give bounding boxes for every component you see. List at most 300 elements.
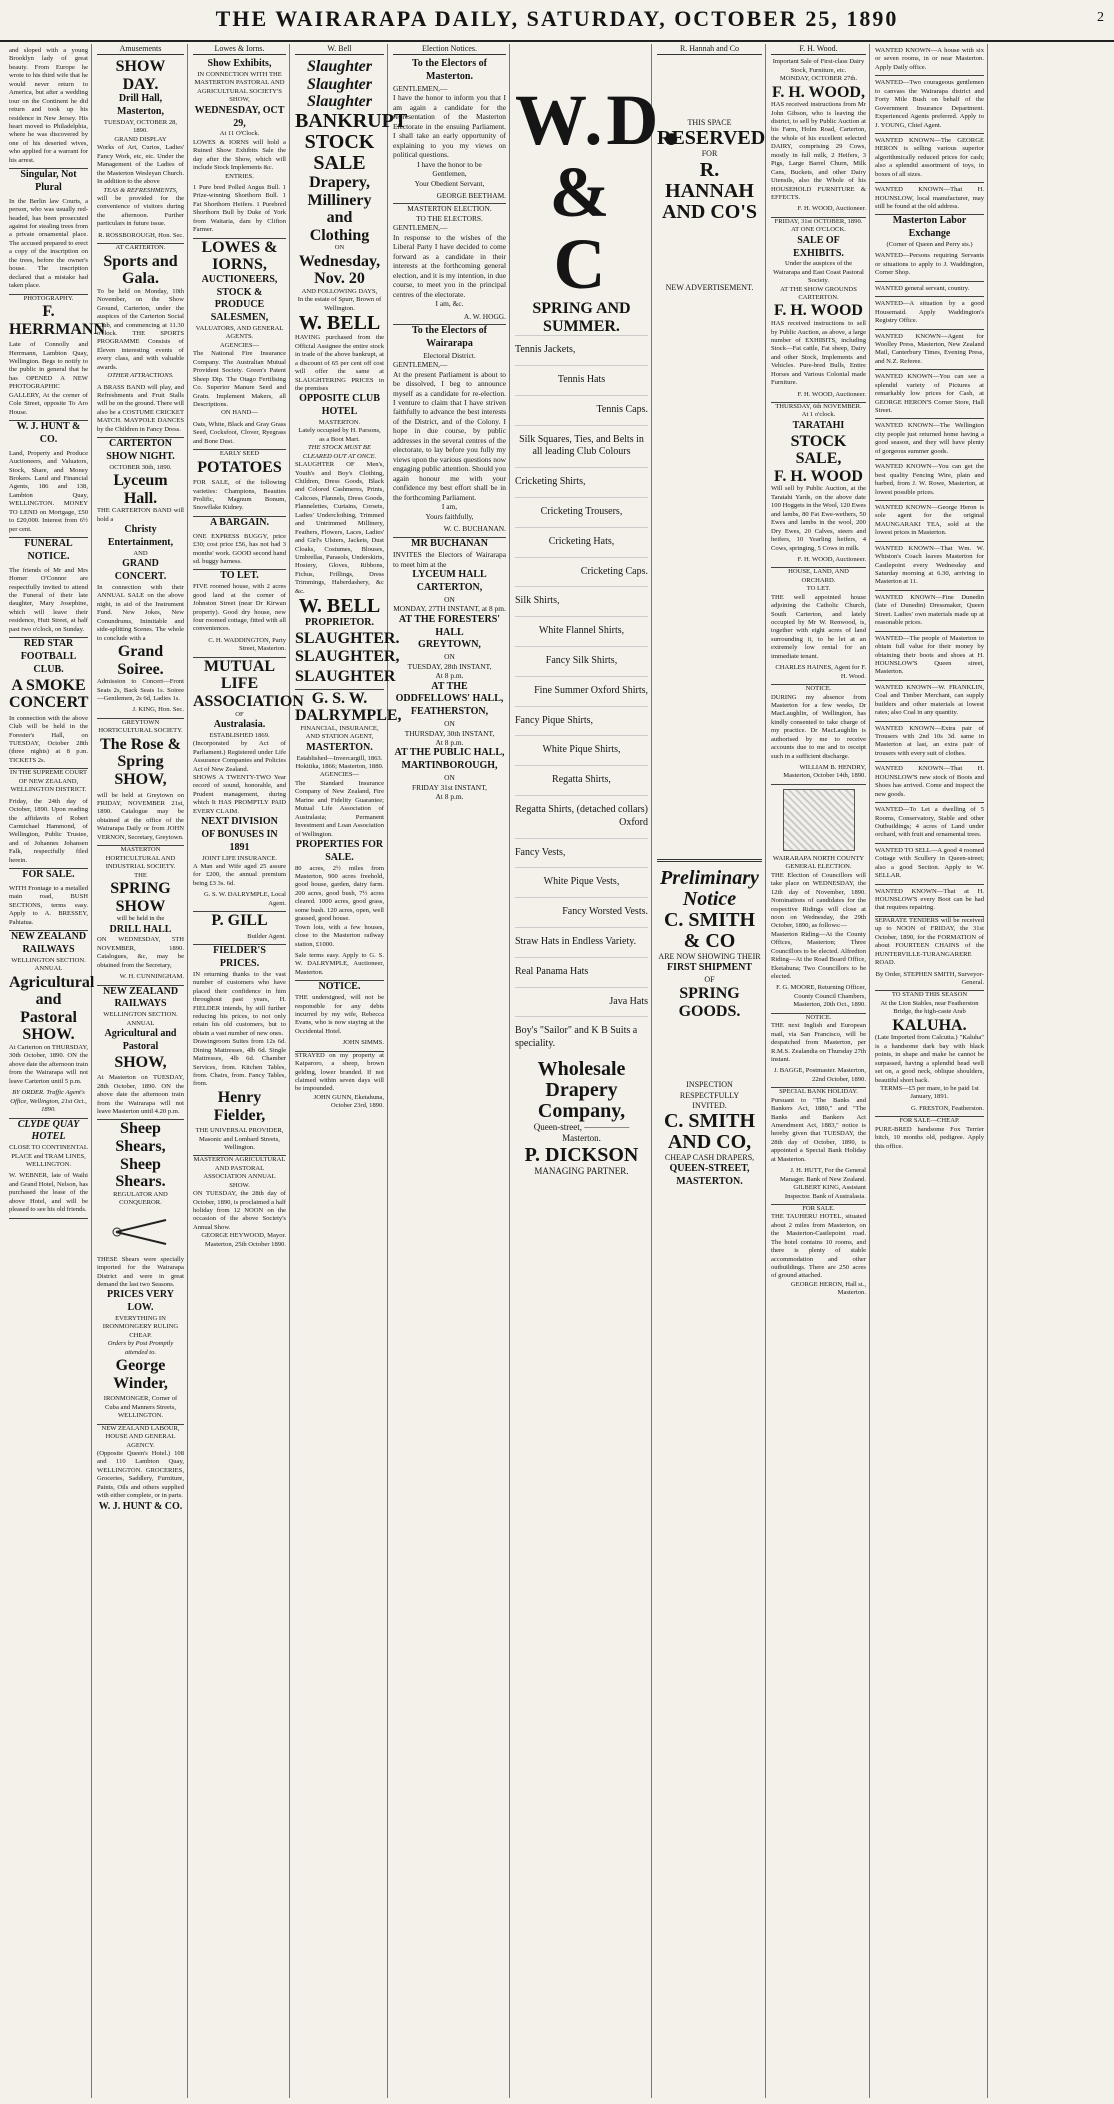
story-elopement: and sloped with a young Brooklyn lady of great beauty. From Europe he wrote to his third wife that he would never return to America, but after a wedding tour on the Continent he did return and took up his residence in New Jersey. His heart moved to Philadelphia, where he was discovered by one of his deserted wives, who applied for a warrant for his arrest.: [9, 44, 88, 169]
ad-subtitle: TEAS & REFRESHMENTS,: [103, 186, 178, 194]
ad-line: Real Panama Hats: [515, 957, 648, 987]
ad-title: Preliminary Notice: [660, 866, 759, 910]
ad-title: George Winder,: [113, 1357, 168, 1392]
ad-line: Cricketing Trousers,: [515, 497, 648, 527]
ad-subtitle: THURSDAY, 30th INSTANT,: [404, 728, 495, 738]
ad-line: Fancy Vests,: [515, 838, 648, 868]
ad-signature: G. FRESTON, Featherston.: [875, 1102, 984, 1117]
ad-body: A BRASS BAND will play, and Refreshments and Fruit Stalls will be on the ground. There will also be a COSTUME CRICKET MATCH. MAYPOLE DANCES by the Children in Fancy Dress.: [97, 381, 184, 439]
ad-subtitle: NOTICE.: [805, 1013, 832, 1021]
ad-title: F. H. WOOD,: [772, 83, 865, 101]
ad-body: In response to the wishes of the Liberal Party I have decided to come forward as a candidate in their interests at the forthcoming general election, and it is my intention, in due course, to meet you in the principal centres of the electorate.: [393, 232, 506, 299]
ad-body: Oats, White, Black and Gray Grass Seed, Cocksfoot, Clover, Ryegrass and Bone Dust.: [193, 418, 286, 450]
ad-subtitle: (Corner of Queen and Perry sts.): [886, 241, 973, 249]
classified-ad: WANTED KNOWN—That H. HOUNSLOW'S new stock of Boots and Shoes has arrived. Come and inspect the new goods.: [875, 762, 984, 803]
ad-title: CARTERTON,: [416, 582, 483, 594]
ad-title: R. HANNAH AND CO'S: [661, 158, 757, 223]
ad-subtitle: OTHER ATTRACTIONS.: [107, 372, 174, 380]
ad-title: KALUHA.: [892, 1016, 967, 1034]
ad-subtitle: ESTABLISHED 1869.: [209, 731, 270, 739]
ad-body: To be held on Monday, 10th November, on the Show Ground, Carterton, under the auspices of the Carterton Social Club, and commencing at 11.30 o'clock. THE SPORTS PROGRAMME Consists of Eleven interesting events of every class, and with valuable awards.: [97, 287, 184, 371]
ad-title: To the Electors of Wairarapa: [412, 325, 487, 349]
ad-subtitle: TERMS—£5 per mare, to be paid 1st January, 1891.: [880, 1084, 979, 1101]
ad-body: The National Fire Insurance Company. The Australian Mutual Provident Society. Green's Patent Sheep Dip. The Otago Fertilising Co. Superior Manure Seed and Grain. Implement Makers, all Descriptions.: [193, 350, 286, 408]
ad-subtitle: HOUSE, LAND, AND ORCHARD.: [788, 568, 849, 584]
ad-body: 1 Pure bred Polled Angus Bull. 1 Prize-winning Shorthorn Bull. 1 Fat Shorthorn Heifers. 1 Purebred Shorthorn Bull by Duke of York from Waitaria, dam by Clifton Farmer.: [193, 181, 286, 239]
ad-subtitle: ON: [444, 773, 455, 783]
ad-title: A SMOKE CONCERT: [9, 676, 89, 712]
ad-subtitle: AND: [133, 549, 148, 557]
ad-title: Sheep Shears, Sheep Shears.: [115, 1120, 166, 1191]
ad-signature: F. H. WOOD, Auctioneer.: [771, 553, 866, 568]
ad-title: Drapery, Millinery and Clothing: [307, 174, 372, 244]
ad-title: SHOW,: [114, 770, 167, 788]
ad-subtitle: FINANCIAL, INSURANCE, AND STATION AGENT,: [300, 724, 379, 741]
ad-title: DRILL HALL: [109, 923, 172, 935]
ad-title: Henry Fielder,: [213, 1088, 266, 1124]
ad-subtitle: WELLINGTON SECTION.: [103, 1011, 178, 1019]
ad-title: Wednesday, Nov. 20: [298, 252, 381, 288]
ad-title: BANKRUPT STOCK SALE: [295, 110, 408, 175]
ad-body: IN returning thanks to the vast number of customers who have placed their confidence in him throughout past years, H. FIELDER intends, by still further reducing his prices, to not only retain his old customers, but to obtain a vast number of new ones.: [193, 970, 286, 1037]
ad-title: W. BELL: [298, 595, 381, 618]
ad-subtitle: THE UNIVERSAL PROVIDER, Masonic and Lombard Streets, Wellington.: [193, 1124, 286, 1156]
ad-subtitle: EARLY SEED: [219, 450, 260, 458]
ad-body: FIVE roomed house, with 2 acres good land at the corner of Johnston Street (near Dr Kirwan property). Good dry house, new four roomed cottage, fitted with all conveniences.: [193, 583, 286, 633]
ad-subtitle: NEW ADVERTISEMENT.: [665, 282, 754, 292]
column-6: [512, 44, 685, 2098]
ad-title: NEW ZEALAND RAILWAYS: [10, 931, 87, 955]
ad-subtitle: ON: [444, 652, 455, 662]
ad-line: Java Hats: [515, 987, 648, 1017]
ad-subtitle: ANNUAL: [126, 1019, 155, 1027]
ad-subtitle: AT CARTERTON.: [115, 244, 166, 252]
ad-body: In the estate of Spurr, Brown of Wellington.: [297, 296, 382, 312]
ad-title: SPRING GOODS.: [678, 985, 741, 1020]
ad-body: Land, Property and Produce Auctioneers, and Valuators, Stock, Share, and Money Brokers. Land and Financial Agents, 186 and 138, Lambton Quay, WELLINGTON. MONEY TO LEND on Mortgage, £50 to £20,000. Interest from 6½ per cent.: [9, 447, 88, 538]
ad-title: F. H. WOOD: [774, 467, 863, 485]
ad-subtitle: TO THE ELECTORS.: [416, 213, 483, 223]
classified-ad: WANTED KNOWN—A house with six or seven rooms, in or near Masterton. Apply Daily office.: [875, 44, 984, 76]
ad-title: LOWES & IORNS,: [201, 238, 278, 274]
ad-body: Sale terms easy. Apply to G. S. W. DALRYMPLE, Auctioneer, Masterton.: [295, 949, 384, 981]
ad-subtitle: OF: [704, 974, 715, 984]
ad-body: At the present Parliament is about to be dissolved, I beg to announce myself as a candidate for re-election. I venture to claim that I have striven faithfully to advance the best interests of the District, and of the Colony. I hope in due course, by public addresses in the several centres of the electorate, to lay before you fully my views upon the various questions now engaging public attention. Should you again honour me with your confidence my best effort shall be in the forthcoming Parliament.: [393, 369, 506, 502]
ad-body: Lately occupied by H. Parsons, as a Boot Mart.: [298, 427, 381, 443]
ad-title: Lyceum Hall.: [113, 472, 168, 507]
ad-title: FUNERAL NOTICE.: [24, 538, 73, 562]
ad-body: In connection with their ANNUAL SALE on the above night, in aid of the Instrument Fund. New Jokes, New Conundrums, Inimitable and side-splitting Scenes. The whole to conclude with a: [97, 583, 184, 642]
ad-title: STOCK SALE,: [790, 432, 847, 468]
ad-subtitle: WAIRARAPA NORTH COUNTY GENERAL ELECTION.: [772, 854, 865, 871]
wdc-logo: W.D. & C: [515, 80, 685, 304]
ad-body: I am,: [441, 502, 458, 512]
ad-subtitle: FOR: [701, 149, 718, 159]
ad-title: SHOW,: [114, 1053, 167, 1071]
ad-title: SLAUGHTER: [295, 665, 384, 690]
ad-title: Slaughter: [307, 58, 372, 76]
ad-body: At the Lion Stables, near Featherston Bridge, the high-caste Arab: [880, 999, 979, 1016]
ad-signature: A. W. HOGG.: [393, 309, 506, 325]
story-title: Singular, Not Plural: [20, 169, 77, 193]
ad-subtitle: MONDAY, OCTOBER 27th.: [779, 75, 858, 83]
ad-body: THESE Shears were specially imported for the Wairarapa District and were in great demand the last two Seasons.: [97, 1255, 184, 1288]
ad-subtitle: THIS SPACE: [687, 118, 732, 128]
ad-title: Masterton Labor Exchange: [892, 215, 967, 240]
coat-of-arms-illustration: [783, 789, 855, 851]
ad-line: Silk Squares, Ties, and Belts in all leading Club Colours: [515, 425, 648, 468]
ad-title: RED STAR FOOTBALL CLUB.: [20, 638, 77, 675]
ad-subtitle: MASTERTON AGRICULTURAL AND PASTORAL ASSOCIATION ANNUAL SHOW.: [193, 1156, 286, 1189]
ad-title: ASSOCIATION: [193, 692, 304, 710]
ad-body: Town lots, with a few houses, close to the Masterton railway station, £1000.: [295, 923, 384, 948]
ad-subtitle: AT ONE O'CLOCK.: [791, 226, 846, 234]
ad-title: P. GILL: [211, 912, 268, 930]
ad-title: FEATHERSTON,: [410, 706, 489, 718]
ad-signature: By Order, STEPHEN SMITH, Surveyor-General.: [875, 968, 984, 992]
ad-subtitle: GRAND DISPLAY: [114, 135, 167, 143]
ad-signature: J. BAGGE, Postmaster. Masterton, 22nd October, 1890.: [771, 1064, 866, 1088]
ad-signature: F. H. WOOD, Auctioneer.: [771, 202, 866, 217]
ad-title: MARTINBOROUGH,: [401, 760, 498, 772]
ad-subtitle: INVITED.: [692, 1100, 727, 1110]
ad-line: Tennis Jackets,: [515, 335, 648, 365]
ad-title: Grand Soiree.: [117, 642, 164, 678]
ad-subtitle: VALUATORS, AND GENERAL AGENTS.: [195, 325, 284, 341]
ad-title: GRAND CONCERT.: [114, 558, 167, 583]
ad-title: C. SMITH: [663, 1110, 756, 1133]
ad-signature: WILLIAM B. HENDRY, Masterton, October 14th, 1890.: [771, 761, 866, 785]
classified-ad: WANTED TO SELL—A good 4 roomed Cottage with Scullery in Queen-street; also a good Section. Apply to W. SELLAR.: [875, 844, 984, 885]
ad-subtitle: AGENCIES—: [219, 341, 260, 349]
ad-subtitle: WELLINGTON SECTION.: [11, 956, 86, 964]
ad-subtitle: MASTERTON HORTICULTURAL AND INDUSTRIAL SOCIETY.: [105, 846, 176, 871]
ad-head: PHOTOGRAPHY.: [23, 294, 74, 302]
ad-subtitle: ON HAND—: [221, 409, 258, 417]
ad-body: (Opposite Queen's Hotel.) 108 and 110 Lambton Quay, WELLINGTON. GROCERIES, Groceries, Saddlery, Furniture, Paints, Oils and others supplied with either complete, or in parts.: [97, 1450, 184, 1500]
ad-signature: BY ORDER. Traffic Agent's Office, Wellington, 21st Oct., 1890.: [9, 1086, 88, 1118]
ad-subtitle: IN CONNECTION WITH THE MASTERTON PASTORAL AND AGRICULTURAL SOCIETY'S SHOW,: [194, 71, 285, 104]
column-7: [654, 44, 766, 2098]
ad-body: THE undersigned, will not be responsible for any debts incurred by my wife, Rebecca Evans, who is now staying at the Occidental Hotel.: [295, 994, 384, 1035]
ad-subtitle: FRIDAY, 31st OCTOBER, 1890.: [774, 217, 863, 225]
ad-body: In connection with the above Club will be held in the Forester's Hall, on TUESDAY, October 28th (three nights) at 8 p.m. TICKETS 2s.: [9, 712, 88, 770]
ad-salutation: GENTLEMEN,—: [393, 83, 448, 93]
ad-body: ONE EXPRESS BUGGY, price £30; cost price £56, has not had 3 months' work. GOOD second hand sd. buggy harness.: [193, 530, 286, 571]
ad-body: Your Obedient Servant,: [414, 178, 485, 188]
ad-body: Late of Connolly and Herrmann, Lambton Quay, Wellington. Begs to notify to the public in general that he has OPENED A NEW PHOTOGRAPHIC GALLERY, At the corner of Cole Street, opposite To Aro House.: [9, 338, 88, 421]
ad-subtitle: TO LET.: [806, 585, 831, 593]
ad-title: PROPRIETOR.: [305, 617, 374, 629]
ad-subtitle: MANAGING PARTNER.: [534, 1165, 629, 1176]
ad-title: AND CO,: [667, 1131, 752, 1154]
ad-line: Regatta Shirts,: [515, 765, 648, 795]
ad-signature: GEORGE BEETHAM.: [393, 188, 506, 204]
ad-signature: C. H. WADDINGTON, Party Street, Masterton.: [193, 634, 286, 658]
ad-subtitle: THURSDAY, 6th NOVEMBER.: [775, 403, 862, 411]
ad-title: Drill Hall, Masterton,: [117, 93, 164, 118]
ad-line: Boy's "Sailor" and K B Suits a speciality.: [515, 1016, 648, 1059]
ad-subtitle: REGULATOR AND CONQUEROR.: [113, 1190, 168, 1207]
ad-body: At Masterton on TUESDAY, 28th October, 1890. ON the above date the afternoon train from the Wairarapa will not leave Masterton until 4.20 p.m.: [97, 1071, 184, 1120]
ad-line: Tennis Caps.: [515, 395, 648, 425]
ad-subtitle: OF: [235, 710, 244, 718]
ad-subtitle: AT THE SHOW GROUNDS CARTERTON.: [780, 285, 857, 302]
ad-signature: W. H. CUNNINGHAM.: [97, 970, 184, 985]
ad-line: Tennis Hats: [515, 365, 648, 395]
ad-subtitle: SPECIAL BANK HOLIDAY.: [779, 1088, 858, 1096]
classified-ad: WANTED KNOWN—W. FRANKLIN, Coal and Timber Merchant, can supply builders and other materials at lowest rates; also Coal in any quantity.: [875, 681, 984, 722]
ad-body: THE next Inglish and European mail, via San Francisco, will be despatched from Masterton, per R.M.S. Zealandia on Thursday 27th instant.: [771, 1022, 866, 1063]
column-8: [768, 44, 870, 2098]
ad-body: LOWES & IORNS will hold a Ruined Show Exhibits Sale the day after the Show, which will include Stock Implements &c.: [193, 138, 286, 172]
ad-line: White Pique Shirts,: [515, 735, 648, 765]
ad-title: Wholesale Drapery Company,: [537, 1057, 626, 1122]
ad-subtitle: AGENCIES—: [319, 771, 360, 779]
ad-body: Masterton Riding—At the County Offices, Masterton; Three Councillors to be elected. Alfredton Riding—At the Road Board Office, Eketahuna; Two Councillors to be elected.: [771, 930, 866, 981]
ad-title: MR BUCHANAN: [411, 537, 488, 549]
column-2: [94, 44, 188, 2098]
ad-body: FOR SALE, of the following varieties: Champions, Beauties Prolific, Magnum Bonum, Snowflake Kidney.: [193, 476, 286, 517]
ad-body: SLAUGHTER OF Men's, Youth's and Boy's Clothing, Children, Dress Goods, Black and Colored Cashmeres, Prints, Calicoes, Flannels, Dress Goods, Flannelettes, Curtains, Corsets, Ladies' Underclothing, Trimmed and Untrimmed Millinery, Feathers, Flowers, Laces, Ladies' and Girl's Ulsters, Jackets, Dust Cloaks, Costumes, Blouses, Umbrellas, Parasols, Underskirts, Hosiery, Gloves, Ribbons, Fichus, Frillings, Dress Trimmings, Haberdashery, &c &c.: [295, 461, 384, 595]
ad-salutation: GENTLEMEN,—: [393, 223, 448, 233]
column-1: [6, 44, 105, 2098]
column-header: Election Notices.: [393, 44, 506, 55]
ad-subtitle: FOR SALE.: [802, 1204, 835, 1212]
ad-body: Established—Invercargill, 1863. Hokitika, 1866; Masterton, 1880.: [295, 754, 384, 771]
ad-title: NEW ZEALAND RAILWAYS: [102, 985, 179, 1010]
ad-line: Fancy Silk Shirts,: [515, 646, 648, 676]
ad-line: Cricketing Hats,: [515, 527, 648, 557]
ad-line: White Flannel Shirts,: [515, 616, 648, 646]
column-header: W. Bell: [295, 44, 384, 55]
ad-subtitle: ON: [334, 244, 345, 252]
ad-body: SEPARATE TENDERS will be received up to NOON of FRIDAY, the 31st October, 1890, for the FORMATION of about FOURTEEN CHAINS of the HUNTERVILLE-TURANGARERE ROAD.: [875, 916, 984, 967]
ad-title: AT THE PUBLIC HALL,: [394, 747, 505, 759]
ad-title: AT THE FORESTERS' HALL: [398, 613, 501, 638]
ad-title: C. SMITH & CO: [663, 908, 756, 952]
ad-title: RESERVED: [657, 127, 766, 150]
classified-ad: WANTED KNOWN—George Heron is sole agent for the original MAUNGARAKI TEA, sold at the lowest prices in Masterton.: [875, 501, 984, 542]
newspaper-columns: [6, 44, 1108, 2098]
ad-subtitle: NOTICE.: [805, 685, 832, 693]
ad-title: Agricultural and Pastoral SHOW.: [9, 973, 95, 1044]
ad-salutation: GENTLEMEN,—: [393, 360, 448, 370]
ad-signature: GEORGE HEYWOOD, Mayor. Masterton, 25th October 1890.: [201, 1232, 286, 1248]
ad-title: NOTICE.: [318, 981, 361, 993]
ad-subtitle: TUESDAY, OCTOBER 28, 1890.: [103, 119, 178, 135]
ad-body: INVITES the Electors of Wairarapa to meet him at the: [393, 550, 506, 569]
ad-title: PROPERTIES FOR SALE.: [295, 838, 384, 863]
ad-body: The Standard Insurance Company of New Zealand, Fire Marine and Fidelity Guarantee; Mutual Life Association of Australasia; Permanent Investment and Loan Association of Wellington.: [295, 779, 384, 838]
column-header: F. H. Wood.: [771, 44, 866, 55]
ad-body: At Carterton on THURSDAY, 30th October, 1890. ON the above date the afternoon train from the Wairarapa will not leave Carterton until 5 p.m.: [9, 1044, 89, 1085]
ad-title: SPRING AND SUMMER.: [532, 300, 631, 335]
ad-title: POTATOES: [197, 458, 282, 476]
column-header: Lowes & Iorns.: [193, 44, 286, 55]
page-number: 2: [1097, 10, 1104, 25]
ad-subtitle: TUESDAY, 28th INSTANT,: [407, 661, 492, 671]
ad-subtitle: FOR SALE—CHEAP.: [899, 1117, 960, 1125]
ad-signature: G. S. W. DALRYMPLE, Local Agent.: [193, 888, 286, 912]
classified-ad: WANTED KNOWN—Extra pair of Trousers with 2nd 10s 3d. same in Masterton at last, an extra pair of trousers with every suit of clothes.: [875, 722, 984, 763]
ad-signature: JOHN SIMMS.: [295, 1036, 384, 1051]
ad-title: SALE OF EXHIBITS.: [793, 234, 844, 259]
ad-subtitle: MASTERTON.: [318, 418, 361, 426]
ad-subtitle: EVERYTHING IN IRONMONGERY RULING CHEAP.: [102, 1315, 179, 1339]
ad-body: THE TAUHERU HOTEL, situated about 2 miles from Masterton, on the Masterton-Castlepoint road. The hotel contains 10 rooms, and there is plenty of stable accommodation and other outbuildings. There are 250 acres of ground attached.: [771, 1213, 866, 1280]
ad-line: Fancy Pique Shirts,: [515, 706, 648, 736]
ad-title: QUEEN-STREET,: [669, 1163, 750, 1175]
column-4: [292, 44, 408, 2098]
classified-ad: WANTED—Two courageous gentlemen to canvass the Wairarapa district and Forty Mile Bush on behalf of the Government Insurance Department. Experienced Agents preferred. Apply to J. YOUNG, Chief Agent.: [875, 76, 984, 134]
ad-title: LYCEUM HALL: [412, 569, 487, 581]
classified-ad: WANTED KNOWN—That H. HOUNSLOW, local manufacturer, may still be found at the old address.: [875, 183, 984, 215]
ad-body: HAVING purchased from the Official Assignee the entire stock in trade of the above bankrupt, at a discount of 65 per cent off cost will offer the same at SLAUGHTERING PRICES in the premises: [295, 334, 384, 392]
classified-ad: WANTED—To Let a dwelling of 5 Rooms, Conservatory, Stable and other Outbuildings; 4 acres of Land under orchard, with fruit and ornamental trees.: [875, 803, 984, 844]
column-9: [872, 44, 988, 2098]
ad-body: Will sell by Public Auction, at the Taratahi Yards, on the above date 100 Hoggets in the Wool, 120 Ewes and lambs, 80 Fat Ewe-wethers, 50 Ewes and lambs in the wool, 200 Dry Ewes, 20 Calves, steers and heifers, 10 Yearling heifers, 4 Cows, springing, 5 Cows in milk.: [771, 485, 866, 552]
ad-title: P. DICKSON: [524, 1143, 639, 1166]
ad-title: SPRING SHOW: [110, 879, 171, 915]
classified-ad: WANTED—A situation by a good Housemaid. Apply Waddington's Registry Office.: [875, 297, 984, 329]
ad-subtitle: ON: [444, 719, 455, 729]
ad-body: ON TUESDAY, the 28th day of October, 1890, is proclaimed a half holiday from 12 NOON on the occasion of the above Society's Annual Show.: [193, 1190, 286, 1231]
ad-title: FIELDER'S PRICES.: [213, 945, 266, 969]
ad-body: Pursuant to "The Banks and Bankers Act, 1880," and "The Banks and Bankers Act Amendment Act, 1883," notice is hereby given that TUESDAY, the 28th day of October, 1890, is appointed a Special Bank Holiday at Masterton.: [771, 1096, 866, 1163]
ad-title: SLAUGHTER.: [295, 629, 400, 647]
ad-title: OPPOSITE CLUB HOTEL: [299, 393, 380, 418]
ad-title: GREYTOWN,: [418, 639, 481, 651]
ad-title: Slaughter: [307, 93, 372, 111]
ad-subtitle: Electoral District.: [423, 350, 476, 360]
ad-signature: J. H. HUTT, For the General Manager. Bank of New Zealand. GILBERT KING, Assistant Inspector. Bank of Australasia.: [771, 1164, 866, 1205]
ad-body: ON WEDNESDAY, 5TH NOVEMBER, 1890. Catalogues, &c, may be obtained from the Secretary,: [97, 936, 184, 969]
ad-subtitle: At 8 p.m.: [435, 737, 464, 747]
ad-subtitle: OCTOBER 30th, 1890.: [109, 463, 172, 471]
ad-title: AUCTIONEERS,: [201, 273, 278, 285]
ad-title: STOCK & PRODUCE SALESMEN,: [210, 286, 269, 324]
ad-subtitle: CHEAP CASH DRAPERS,: [664, 1153, 755, 1163]
ad-signature: Builder Agent.: [193, 930, 286, 945]
ad-signature: CHARLES HAINES, Agent for F. H. Wood.: [771, 661, 866, 685]
ad-subtitle: Orders by Post Promptly attended to.: [107, 1340, 174, 1356]
ad-body: Friday, the 24th day of October, 1890. Upon reading the affidavits of Robert Carmichael Hammond, of Wellington, Public Trustee, and of Johannes Johansen Falk, respectfully filed herein.: [9, 795, 88, 870]
ad-line: Cricketing Caps.: [515, 557, 648, 587]
ad-subtitle: At 11 O'Clock.: [219, 130, 260, 138]
ad-body: THE well appointed house adjoining the Catholic Church, South Carterton, and lately occupied by Mr W. Renwood, is, together with eight acres of land surrounding it, to be let at an extremely low rental for an immediate tenant.: [771, 593, 866, 660]
ad-body: Gentlemen,: [432, 169, 467, 179]
column-10: [990, 44, 1108, 2098]
ad-body: 80 acres, 2½ miles from Masterton, 900 acres freehold, good house, garden, dairy farm. 200 acres, good bush, 7½ acres cleared. 1000 acres, good grass, some bush. 120 acres, open, well grassed, good house.: [295, 864, 384, 923]
classified-ad: WANTED general servant, country.: [875, 282, 984, 297]
ad-subtitle: CLOSE TO CONTINENTAL PLACE and TRAM LINES, WELLINGTON.: [9, 1144, 88, 1168]
ad-title: Agricultural and Pastoral: [104, 1028, 177, 1052]
ad-title: FIRST SHIPMENT: [666, 962, 753, 974]
ad-title: FOR SALE.: [22, 869, 75, 881]
classified-ad: WANTED KNOWN—That Wm. W. Whiston's Coach leaves Masterton for Castlepoint every Wednesday and Saturday morning at 6.30, arriving in Masterton at 11.: [875, 542, 984, 591]
ad-title: W. J. HUNT & CO.: [16, 421, 81, 445]
classified-ad: WANTED—Persons requiring Servants or situations to apply to J. Waddington, Corner Shop.: [875, 249, 984, 281]
ad-body: will be held in the: [116, 915, 165, 923]
ad-title: W. J. HUNT & CO.: [98, 1500, 183, 1512]
classified-ad: WANTED KNOWN—The Wellington city people just returned home having a good season, and they will have plenty of gorgeous summer goods.: [875, 419, 984, 460]
ad-body: I have the honor to inform you that I am again a candidate for the representation of the Masterton Electorate in the ensuing Parliament. I shall take an early opportunity of explaining to you my views on political questions.: [393, 93, 506, 160]
ad-title: MASTERTON.: [676, 1176, 743, 1188]
ad-subtitle: At 8 p.m.: [435, 791, 464, 801]
ad-body: W. WEBNER, late of Waihi and Grand Hotel, Nelson, has purchased the lease of the above Hotel, and will be pleased to see his old friends.: [9, 1169, 88, 1218]
ad-body: PURE-BRED handsome Fox Terrier bitch, 10 months old, pedigree. Apply this office.: [875, 1125, 984, 1150]
ad-body: Under the auspices of the Wairarapa and East Coast Pastoral Society.: [773, 260, 864, 285]
ad-title: WEDNESDAY, OCT 29,: [194, 104, 285, 129]
ad-subtitle: ARE NOW SHOWING THEIR: [658, 951, 761, 961]
ad-body: (Late Imported from Calcutta.) "Kaluha" is a handsome dark bay with black points, in shape and make he cannot be surpassed, having a splendid head well set on, a good neck, oblique shoulders, beautiful short back.: [875, 1034, 984, 1084]
ad-subtitle: FRIDAY 31st INSTANT,: [412, 782, 487, 792]
ad-body: will be held at Greytown on FRIDAY, NOVEMBER 21st, 1890. Catalogue may be obtained at the office of the Wairarapa Daily or from JOHN VERNON, Secretary, Greytown.: [97, 789, 184, 847]
ad-title: F. HERRMANN: [9, 302, 105, 338]
ad-signature: W. C. BUCHANAN.: [393, 521, 506, 537]
ad-body: Drawingroom Suites from 12s 6d. Dining Mattresses, 4lb 6d. Single Mattresses, 4lb 6d. Chamber Services, from. Kitchen Tables, from. Chairs, from. Fancy Tables, from.: [193, 1038, 286, 1088]
ad-title: F. H. WOOD: [774, 302, 863, 320]
ad-body: WITH Frontage to a metalled main road, BUSH SECTIONS, terms easy. Apply to A. BRESSEY, Pahiatua.: [9, 882, 88, 931]
ad-title: MUTUAL LIFE: [203, 657, 276, 693]
ad-subtitle: THE: [134, 871, 147, 879]
ad-subtitle: JOINT LIFE INSURANCE.: [202, 854, 277, 862]
ad-subtitle: Queen-street, ————— Masterton.: [533, 1121, 630, 1144]
column-header: R. Hannah and Co: [657, 44, 762, 55]
ad-line: Fine Summer Oxford Shirts,: [515, 676, 648, 706]
ad-title: AT THE ODDFELLOWS' HALL,: [395, 680, 504, 705]
ad-title: IN THE SUPREME COURT OF NEW ZEALAND, WELLINGTON DISTRICT.: [10, 769, 87, 794]
ad-title: The Rose & Spring: [100, 735, 181, 771]
ad-title: W. BELL: [298, 312, 381, 335]
ad-title: TARATAHI: [792, 419, 845, 431]
ad-subtitle: At 1 o'clock.: [801, 411, 836, 419]
ad-subtitle: NEW ZEALAND LABOUR, HOUSE AND GENERAL AGENCY.: [101, 1424, 180, 1449]
ad-title: Show Exhibits,: [207, 58, 272, 70]
ad-line: Fancy Worsted Vests.: [515, 897, 648, 927]
ad-title: Sports and Gala.: [103, 252, 178, 288]
ad-title: TO LET.: [220, 570, 259, 582]
story-berlin: In the Berlin law Courts, a person, who was usually red-headed, has been prosecuted against for stealing trees from a private ornamental place. The accused prepared to erect a copy of the inscription on the trees, before the owner's house. The inscription declared that a mistake had taken place.: [9, 195, 88, 295]
ad-title: A BARGAIN.: [210, 516, 269, 528]
ad-title: NEXT DIVISION OF BONUSES IN 1891: [201, 816, 278, 853]
ad-body: HAS received instructions from Mr John Gibson, who is leaving the district, to sell by Public Auction at his Farm, Holm Road, Carterton, the whole of his excellent selected DAIRY, comprising 29 Cows, mostly in full milk, 2 Heifers, 3 Pigs, Large Barrel Churn, Milk Cans, Buckets, and other Dairy Utensils, also the Whole of his HOUSEHOLD FURNITURE & EFFECTS.: [771, 101, 866, 201]
ad-subtitle: ON: [444, 594, 455, 604]
ad-body: THE CARTERTON BAND will hold a: [97, 507, 184, 523]
ad-body: Yours faithfully,: [425, 511, 474, 521]
classified-ad: WANTED KNOWN—You can see a splendid variety of Pictures at remarkably low prices for Cash, at GEORGE HERON'S Corner Store, Hall Street.: [875, 370, 984, 419]
ad-signature: R. ROSSBOROUGH, Hon. Sec.: [97, 229, 184, 244]
ad-body: THE Election of Councillors will take place on WEDNESDAY, the 12th day of November, 1890. Nominations of candidates for the respective Ridings will close at noon on Wednesday, the 29th October, 1890, as follows:—: [771, 871, 866, 930]
ad-title: MASTERTON ELECTION.: [407, 204, 492, 214]
ad-line: Silk Shirts,: [515, 586, 648, 616]
ad-body: Works of Art, Curios, Ladies' Fancy Work, etc, etc. Under the Management of the Ladies of the Masterton Wesleyan Church. In addition to the above: [97, 144, 184, 186]
ad-body: SHOWS A TWENTY-TWO Year record of sound, honorable, and Prudent management, during which It HAS PROMPTLY PAID EVERY CLAIM.: [193, 773, 286, 815]
ad-subtitle: IRONMONGER, Corner of Cuba and Manners Streets, WELLINGTON.: [97, 1392, 184, 1424]
ad-body: I have the honor to be: [417, 159, 482, 169]
ad-title: CARTERTON SHOW NIGHT.: [106, 438, 175, 462]
ad-line: Regatta Shirts, (detached collars) Oxford: [515, 795, 648, 838]
ad-signature: F. G. MOORE, Returning Officer, County Council Chambers, Masterton, 20th Oct., 1890.: [771, 981, 866, 1013]
ad-subtitle: ANNUAL: [34, 965, 63, 973]
ad-subtitle: THE STOCK MUST BE CLEARED OUT AT ONCE.: [302, 444, 377, 460]
newspaper-title: THE WAIRARAPA DAILY, SATURDAY, OCTOBER 25, 1890: [215, 6, 899, 31]
column-header: Amusements: [97, 44, 184, 55]
ad-title: Slaughter: [307, 75, 372, 93]
ad-subtitle: GREYTOWN HORTICULTURAL SOCIETY.: [98, 718, 183, 735]
ad-body: HAS received instructions to sell by Public Auction, as above, a large number of EXHIBITS, including Stock—Fat cattle, Fat sheep, Dairy and other Stock, Implements and Vehicles. Pure-bred Bulls, Entire Horses and Various Colonial made Furniture.: [771, 320, 866, 387]
